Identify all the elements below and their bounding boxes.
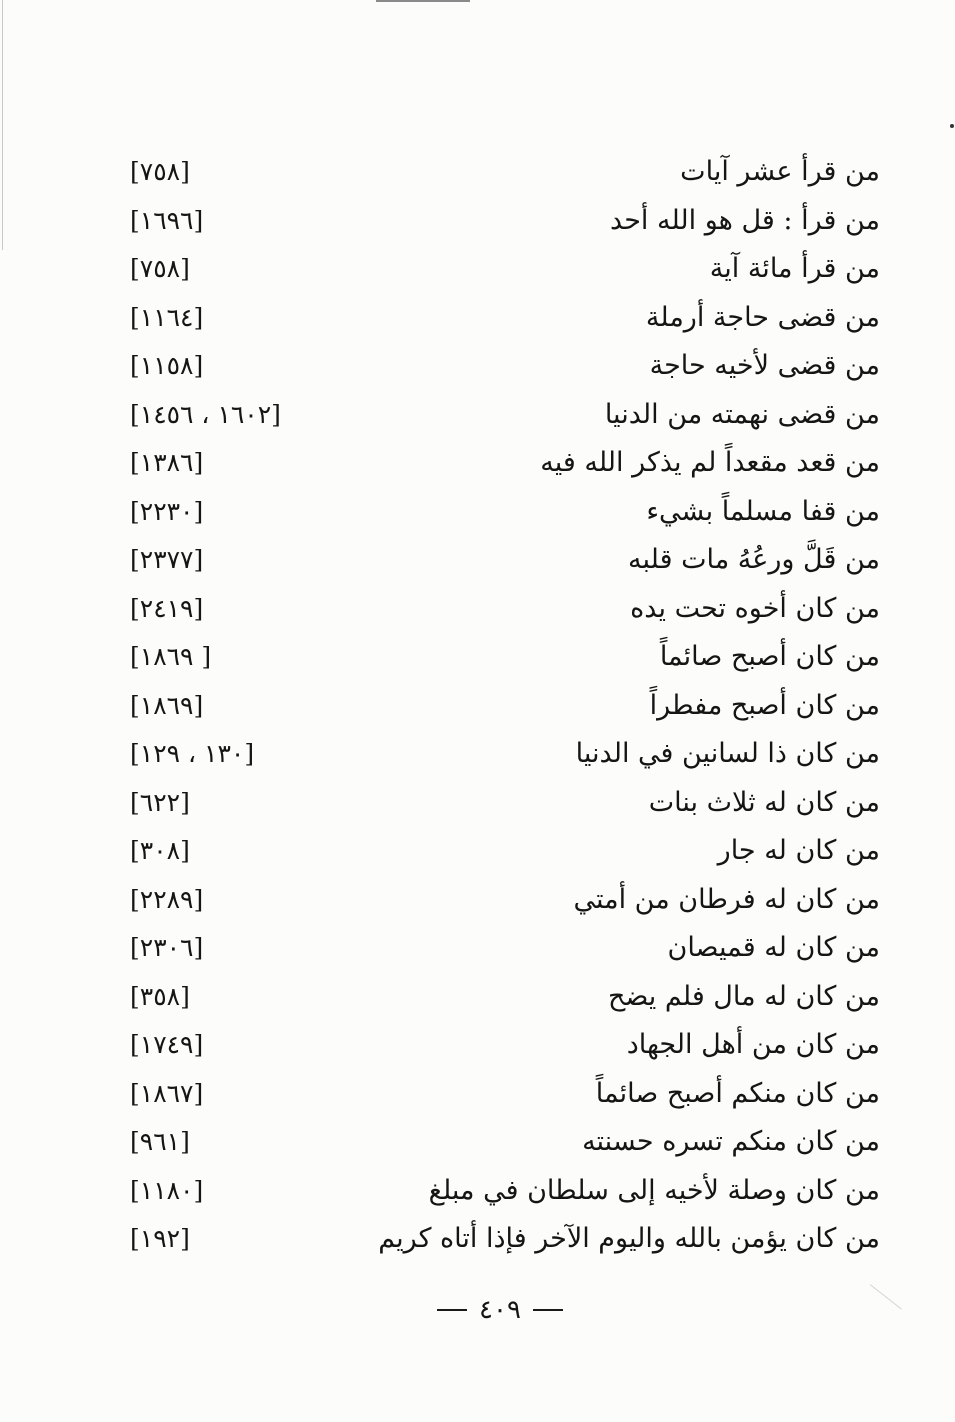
entry-refs: [١٦٩٦] (130, 205, 204, 235)
entry-refs: [٢٣٧٧] (130, 545, 204, 574)
entry-phrase: من قَلَّ ورعُهُ مات قلبه (628, 544, 880, 575)
index-entry (120, 973, 880, 1022)
hadith-index-list (120, 148, 880, 1264)
footer-dash (533, 1309, 563, 1311)
entry-phrase: من كان منكم تسره حسنته (582, 1126, 880, 1157)
entry-refs: [٢٣٠٦] (130, 933, 204, 962)
entry-phrase: من قرأ : قل هو الله أحد (610, 204, 880, 236)
entry-refs: [١١٨٠] (130, 1175, 204, 1205)
index-entry (120, 245, 880, 294)
index-entry (120, 585, 880, 634)
entry-refs: [٧٥٨] (130, 254, 190, 283)
index-entry (120, 294, 880, 343)
entry-refs: [٩٦١] (130, 1127, 190, 1156)
entry-phrase: من كان له ثلاث بنات (648, 786, 880, 818)
entry-refs: [٧٥٨] (130, 157, 190, 186)
page-footer (420, 1290, 580, 1330)
entry-phrase: من كان له مال فلم يضح (607, 980, 880, 1012)
entry-refs: [٢٢٨٩] (130, 884, 204, 914)
top-rule (376, 0, 470, 2)
index-entry (120, 536, 880, 585)
index-entry (120, 1215, 880, 1264)
entry-refs: [١٨٦٧] (130, 1078, 204, 1108)
index-entry (120, 633, 880, 682)
entry-refs: [١٣٨٦] (130, 448, 204, 477)
index-entry (120, 439, 880, 488)
index-entry (120, 1167, 880, 1216)
margin-line (2, 0, 3, 250)
entry-phrase: من كان يؤمن بالله واليوم الآخر فإذا أتاه كريم (378, 1223, 880, 1254)
entry-phrase: من كان ذا لسانين في الدنيا (575, 738, 880, 769)
index-entry (120, 876, 880, 925)
page-number: ٤٠٩ (479, 1295, 521, 1325)
index-entry (120, 1021, 880, 1070)
entry-phrase: من قضى حاجة أرملة (645, 301, 880, 333)
entry-phrase: من كان له فرطان من أمتي (573, 883, 880, 915)
entry-refs: [١٩٢] (130, 1224, 190, 1253)
index-entry (120, 342, 880, 391)
entry-refs: [١٨٦٩ ] (130, 642, 212, 671)
entry-phrase: من كان أصبح صائماً (659, 641, 880, 672)
entry-refs: [١٣٠ ، ١٢٩] (130, 739, 255, 768)
index-entry (120, 779, 880, 828)
entry-refs: [١٦٠٢ ، ١٤٥٦] (130, 399, 281, 429)
entry-phrase: من كان وصلة لأخيه إلى سلطان في مبلغ (428, 1174, 880, 1206)
entry-phrase: من قضى لأخيه حاجة (649, 350, 880, 381)
entry-refs: [٣٠٨] (130, 836, 190, 865)
entry-phrase: من قفا مسلماً بشيء (646, 495, 880, 527)
index-entry (120, 1070, 880, 1119)
index-entry (120, 488, 880, 537)
index-entry (120, 1118, 880, 1167)
index-entry (120, 827, 880, 876)
index-entry (120, 197, 880, 246)
entry-phrase: من قعد مقعداً لم يذكر الله فيه (540, 447, 880, 478)
index-entry (120, 730, 880, 779)
index-entry (120, 148, 880, 197)
index-entry (120, 924, 880, 973)
entry-phrase: من كان من أهل الجهاد (626, 1029, 880, 1060)
entry-phrase: من كان أخوه تحت يده (630, 592, 880, 624)
entry-phrase: من كان منكم أصبح صائماً (595, 1077, 880, 1109)
entry-refs: [٢٢٣٠] (130, 496, 204, 526)
scan-mark (870, 1284, 902, 1309)
index-entry (120, 391, 880, 440)
entry-phrase: من كان له جار (717, 835, 880, 866)
entry-phrase: من كان له قميصان (667, 932, 880, 963)
entry-refs: [٣٥٨] (130, 981, 190, 1011)
entry-phrase: من قضى نهمته من الدنيا (604, 398, 880, 430)
entry-phrase: من كان أصبح مفطراً (649, 689, 880, 721)
footer-dash (437, 1309, 467, 1311)
entry-refs: [١٧٤٩] (130, 1030, 204, 1059)
entry-refs: [٢٤١٩] (130, 593, 204, 623)
entry-phrase: من قرأ مائة آية (709, 253, 880, 284)
entry-refs: [١١٦٤] (130, 302, 204, 332)
ink-speck (950, 124, 954, 128)
index-entry (120, 682, 880, 731)
entry-refs: [١٨٦٩] (130, 690, 204, 720)
entry-phrase: من قرأ عشر آيات (680, 156, 880, 187)
entry-refs: [٦٢٢] (130, 787, 190, 817)
entry-refs: [١١٥٨] (130, 351, 204, 380)
